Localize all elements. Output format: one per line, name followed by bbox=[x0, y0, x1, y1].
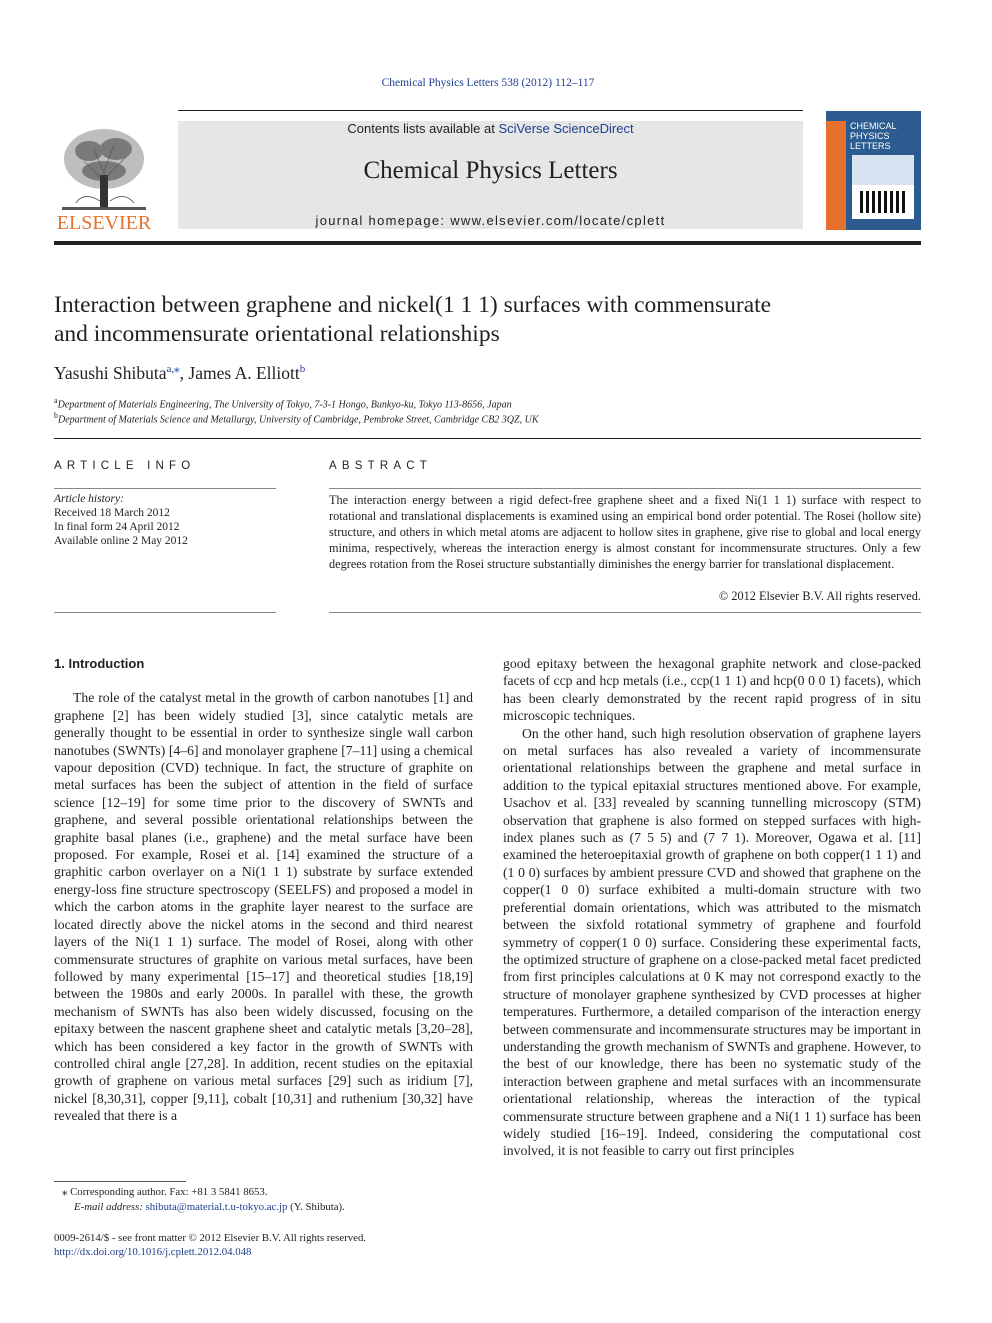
body-paragraph: On the other hand, such high resolution observation of graphene layers on metal surfaces has also revealed a variety of incommensurate orientational relationships between the graphene and metal surface in addition to the typical epitaxial structures mentioned above. For example, Usachov et al. [33] revealed by scanning tunnelling microscopy (STM) observation that graphene is also formed on stepped surfaces with high-index planes such as (7 5 5) and (7 7 1). Moreover, Ogawa et al. [11] examined the heteroepitaxial growth of graphene on both copper(1 1 1) and (1 0 0) surfaces by ambient pressure CVD and showed that graphene on the copper(1 0 0) surface exhibited a multi-domain structure with two preferential domain orientations, which was attributed to the mismatch between the sixfold rotational symmetry of graphene and fourfold symmetry of copper(1 0 0) surface. Considering these experimental facts, the optimized structure of graphene on a close-packed metal facet predicted from first principles calculations at 0 K may not correspond exactly to the structure of monolayer graphene synthesized by CVD processes at higher temperatures. Furthermore, a detailed comparison of the interaction energy between commensurate and incommensurate structures may be important in understanding the growth mechanism of SWNTs and graphene. However, to the best of our knowledge, there has been no systematic study of the interaction between graphene and metal surfaces with an incommensurate orientational relationship, whereas the interaction of the typical commensurate structure between graphene and a Ni(1 1 1) surface has been widely studied [16–19]. Indeed, considering the computational cost involved, it is not feasible to carry out first principles bbox=[503, 725, 921, 1159]
body-paragraph: good epitaxy between the hexagonal graphite network and close-packed facets of ccp and hcp metals (i.e., ccp(1 1 1) and hcp(0 0 0 1) facets), which has been clearly demonstrated by the recent rapid progress of in situ microscopic techniques. bbox=[503, 656, 921, 724]
title-block-rule bbox=[54, 438, 921, 439]
history-online: Available online 2 May 2012 bbox=[54, 535, 188, 547]
article-info-bottom-rule bbox=[54, 612, 276, 613]
elsevier-logo bbox=[54, 121, 154, 235]
abstract-text: The interaction energy between a rigid defect-free graphene sheet and a fixed Ni(1 1 1) surface with respect to rotational and translational displacements is examined using an empirical bond order potential. The Rosei (hollow site) structure, and others in which metal atoms are adjacent to hollow sites in graphene, give rise to global and local energy minima, respectively, whereas the interaction energy is almost constant for incommensurate structures. Only a few degrees rotation from the Rosei structure substantially diminishes the energy barrier for translational displacement. bbox=[329, 493, 921, 571]
affiliation-b bbox=[54, 411, 538, 425]
corresponding-footnote bbox=[62, 1185, 482, 1215]
article-title bbox=[54, 291, 934, 349]
contents-prefix: Contents lists available at bbox=[347, 121, 499, 136]
journal-reference[interactable]: Chemical Physics Letters 538 (2012) 112–117 bbox=[381, 77, 595, 89]
author-affiliation-marker[interactable]: b bbox=[299, 363, 306, 375]
history-received: Received 18 March 2012 bbox=[54, 507, 170, 519]
cover-title-line: CHEMICAL bbox=[850, 121, 897, 131]
cover-figure bbox=[852, 155, 914, 219]
body-left-column bbox=[54, 655, 473, 1125]
email-label: E-mail address: bbox=[74, 1201, 146, 1213]
journal-title: Chemical Physics Letters bbox=[363, 157, 618, 184]
email-link[interactable]: shibuta@material.t.u-tokyo.ac.jp bbox=[145, 1201, 288, 1213]
article-info-heading: ARTICLE INFO bbox=[54, 460, 196, 472]
affiliation-marker: a bbox=[54, 396, 58, 405]
header-top-rule bbox=[178, 110, 803, 111]
contents-line bbox=[178, 121, 803, 136]
article-title-line: and incommensurate orientational relationships bbox=[54, 321, 500, 347]
article-info-rule bbox=[54, 488, 276, 489]
affiliation-marker: b bbox=[54, 411, 58, 420]
author-name: Yasushi Shibuta bbox=[54, 362, 167, 383]
cover-figure-icon bbox=[852, 155, 914, 219]
body-right-column bbox=[503, 655, 921, 1160]
cover-title-line: LETTERS bbox=[850, 141, 891, 151]
header-bottom-rule bbox=[54, 241, 921, 245]
cover-stripe bbox=[826, 121, 846, 230]
article-title-line: Interaction between graphene and nickel(1 1 1) surfaces with commensurate bbox=[54, 292, 772, 318]
journal-cover-image bbox=[826, 111, 921, 230]
cover-title bbox=[850, 121, 897, 151]
cover-title-line: PHYSICS bbox=[850, 131, 890, 141]
email-suffix: (Y. Shibuta). bbox=[287, 1201, 345, 1213]
journal-homepage[interactable]: journal homepage: www.elsevier.com/locate/cplett bbox=[315, 213, 666, 228]
abstract-copyright: © 2012 Elsevier B.V. All rights reserved. bbox=[718, 589, 921, 603]
email-line bbox=[62, 1200, 482, 1215]
history-label: Article history: bbox=[54, 493, 124, 505]
author-list bbox=[54, 362, 305, 384]
author-name: James A. Elliott bbox=[188, 362, 300, 383]
doi-link[interactable]: http://dx.doi.org/10.1016/j.cplett.2012.04.048 bbox=[54, 1246, 252, 1258]
body-paragraph: The role of the catalyst metal in the growth of carbon nanotubes [1] and graphene [2] has been widely studied [3], since catalytic metals are generally thought to be essential in order to synthesize single wall carbon nanotubes (SWNTs) [4–6] and monolayer graphene [7–11] using a chemical vapour deposition (CVD) technique. In fact, the structure of graphite on metal surfaces has been the subject of attention in the field of surface science [12–19] for some time prior to the discovery of SWNTs and graphene, and several possible orientational relationships between the graphite basal planes (i.e., graphene) and the metal surface have been proposed. For example, Rosei et al. [14] examined the structure of a graphitic carbon overlayer on a Ni(1 1 1) substrate by surface extended energy-loss fine structure spectroscopy (SEELFS) and proposed a model in which the carbon atoms in the graphite layer nearest to the surface are located directly above the nickel atoms in the second and third nearest layers of the Ni(1 1 1) surface. The model of Rosei, along with other commensurate structures of graphite on various metal surfaces, have been followed by many experimental [15–17] and theoretical studies [18,19] between the 1980s and early 2000s. In parallel with these, the growth mechanism of SWNTs has also been widely discussed, focusing on the epitaxy between the nascent graphene sheet and catalytic metals [3,20–28], which has been considered a key factor in the growth of SWNTs with controlled chiral angle [27,28]. In addition, recent studies on the epitaxial growth of graphene on various metal surfaces [29] such as iridium [7], nickel [8,30,31], copper [9,11], cobalt [10,31] and ruthenium [30,32] have revealed that there is a bbox=[54, 690, 473, 1124]
abstract-rule bbox=[329, 488, 921, 489]
article-meta-footer bbox=[54, 1231, 554, 1259]
abstract-heading: ABSTRACT bbox=[329, 460, 432, 472]
issn-line: 0009-2614/$ - see front matter © 2012 Elsevier B.V. All rights reserved. bbox=[54, 1232, 367, 1244]
author-affiliation-marker[interactable]: a,⁎ bbox=[166, 363, 180, 375]
affiliation-a bbox=[54, 396, 512, 410]
section-heading: 1. Introduction bbox=[54, 656, 145, 671]
affiliation-text: Department of Materials Science and Metallurgy, University of Cambridge, Pembroke Street, Cambridge CB2 3QZ, UK bbox=[58, 414, 539, 426]
affiliation-text: Department of Materials Engineering, The University of Tokyo, 7-3-1 Hongo, Bunkyo-ku, Tokyo 113-8656, Japan bbox=[57, 399, 512, 411]
article-history bbox=[54, 492, 276, 548]
abstract-bottom-rule bbox=[329, 612, 921, 613]
sciencedirect-link[interactable]: SciVerse ScienceDirect bbox=[498, 121, 634, 136]
corresponding-author: ⁎ Corresponding author. Fax: +81 3 5841 8653. bbox=[62, 1186, 268, 1198]
footnote-rule bbox=[54, 1181, 186, 1182]
history-final-form: In final form 24 April 2012 bbox=[54, 521, 180, 533]
author-separator: , bbox=[179, 362, 189, 383]
elsevier-wordmark: ELSEVIER bbox=[56, 212, 152, 234]
